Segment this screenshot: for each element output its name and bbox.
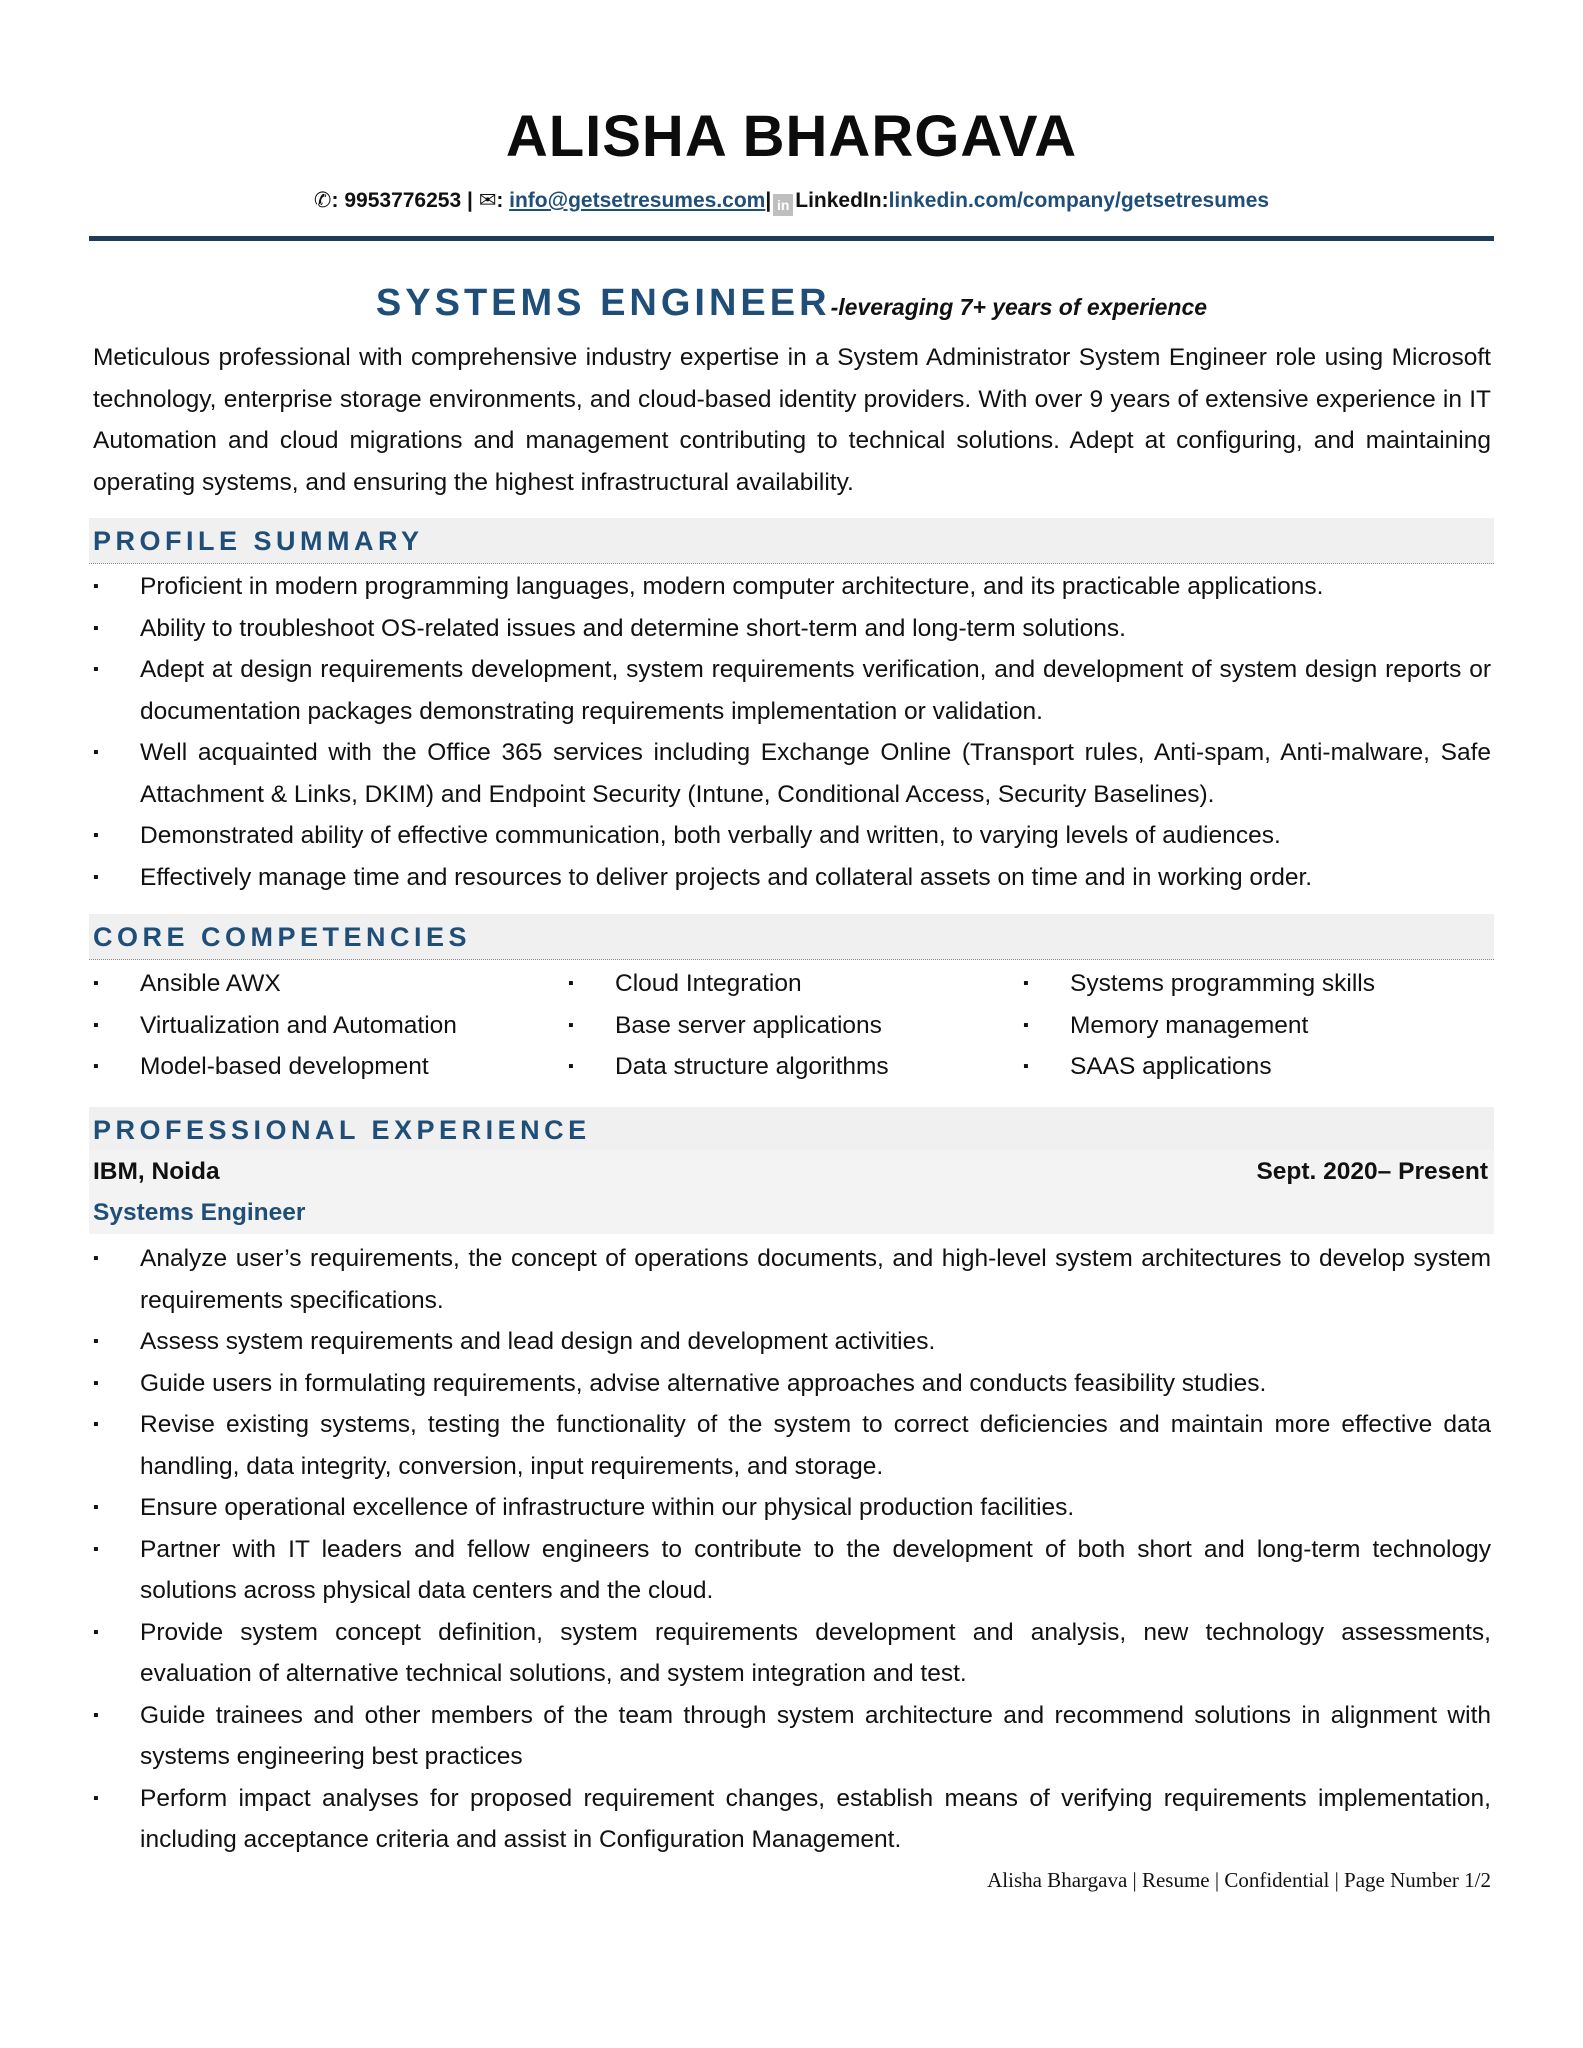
competency-column-3 — [1023, 963, 1375, 1088]
bullet-icon: ▪ — [93, 1623, 99, 1641]
phone-icon: ✆ — [313, 189, 332, 212]
competency-column-1 — [93, 963, 457, 1088]
bullet-icon: ▪ — [93, 661, 99, 678]
bullet-icon: ▪ — [568, 1016, 574, 1034]
profile-summary-list — [93, 566, 1491, 898]
list-item: ▪ Well acquainted with the Office 365 services including Exchange Online (Transport rules, Anti-spam, Anti-malware, Safe Attachment & Links, DKIM) and Endpoint Security (Intune, Conditional Access, Security Baselines). — [93, 732, 1491, 815]
bullet-icon: ▪ — [568, 1058, 574, 1075]
contact-separator: | — [765, 189, 772, 212]
list-item: ▪ Revise existing systems, testing the functionality of the system to correct deficiencies and maintain more effective data handling, data integrity, conversion, input requirements, and storage. — [93, 1404, 1491, 1487]
headline — [0, 282, 1583, 325]
competency-column-2 — [568, 963, 889, 1088]
list-item: ▪ Effectively manage time and resources to deliver projects and collateral assets on time and in working order. — [93, 857, 1491, 899]
bullet-icon: ▪ — [93, 975, 99, 992]
candidate-name: ALISHA BHARGAVA — [505, 104, 1078, 169]
bullet-icon: ▪ — [93, 827, 99, 844]
list-item: ▪ Data structure algorithms — [568, 1046, 889, 1088]
list-item: ▪ Cloud Integration — [568, 963, 889, 1005]
experience-tagline: -leveraging 7+ years of experience — [830, 294, 1208, 320]
header-divider — [89, 236, 1494, 241]
section-header-profile-summary — [89, 518, 1494, 564]
list-item: ▪ Assess system requirements and lead design and development activities. — [93, 1321, 1491, 1363]
employment-dates: Sept. 2020– Present — [1256, 1158, 1488, 1185]
section-header-core-competencies — [89, 914, 1494, 960]
list-item: ▪ Base server applications — [568, 1005, 889, 1047]
section-title: CORE COMPETENCIES — [93, 922, 472, 952]
bullet-icon: ▪ — [93, 1250, 99, 1267]
page-footer: Alisha Bhargava | Resume | Confidential | Page Number 1/2 — [987, 1868, 1491, 1892]
summary-paragraph: Meticulous professional with comprehensive industry expertise in a System Administrator System Engineer role using Microsoft technology, enterprise storage environments, and cloud-based identity providers. With over 9 years of extensive experience in IT Automation and cloud migrations and management contributing to technical solutions. Adept at configuring, and maintaining operating systems, and ensuring the highest infrastructural availability. — [93, 344, 1491, 496]
bullet-icon: ▪ — [93, 1540, 99, 1558]
list-item: ▪ Provide system concept definition, system requirements development and analysis, new technology assessments, evaluation of alternative technical solutions, and system integration and test. — [93, 1612, 1491, 1695]
bullet-icon: ▪ — [93, 1058, 99, 1075]
bullet-icon: ▪ — [93, 744, 99, 761]
bullet-icon: ▪ — [93, 578, 99, 595]
list-item: ▪ Ensure operational excellence of infrastructure within our physical production facilities. — [93, 1487, 1491, 1529]
envelope-icon: ✉ — [478, 189, 497, 212]
bullet-icon: ▪ — [93, 1789, 99, 1807]
bullet-icon: ▪ — [1023, 1016, 1029, 1034]
company-name: IBM, Noida — [93, 1158, 220, 1185]
job-role: Systems Engineer — [93, 1199, 306, 1226]
bullet-icon: ▪ — [93, 868, 99, 886]
list-item: ▪ Perform impact analyses for proposed requirement changes, establish means of verifying requirements implementation, including acceptance criteria and assist in Configuration Management. — [93, 1778, 1491, 1861]
section-title: PROFESSIONAL EXPERIENCE — [93, 1115, 591, 1145]
bullet-icon: ▪ — [568, 975, 574, 992]
list-item: ▪ Ansible AWX — [93, 963, 457, 1005]
bullet-icon: ▪ — [93, 1333, 99, 1350]
list-item: ▪ Proficient in modern programming languages, modern computer architecture, and its practicable applications. — [93, 566, 1491, 608]
linkedin-icon: in — [773, 194, 793, 216]
list-item: ▪ Virtualization and Automation — [93, 1005, 457, 1047]
section-title: PROFILE SUMMARY — [93, 526, 424, 556]
experience-list — [93, 1238, 1491, 1861]
phone-number: : 9953776253 | — [331, 189, 479, 212]
bullet-icon: ▪ — [93, 619, 99, 637]
list-item: ▪ Adept at design requirements development, system requirements verification, and development of system design reports or documentation packages demonstrating requirements implementation or validation. — [93, 649, 1491, 732]
list-item: ▪ Analyze user’s requirements, the concept of operations documents, and high-level system architectures to develop system requirements specifications. — [93, 1238, 1491, 1321]
list-item: ▪ Partner with IT leaders and fellow engineers to contribute to the development of both short and long-term technology solutions across physical data centers and the cloud. — [93, 1529, 1491, 1612]
email-link[interactable]: info@getsetresumes.com — [509, 189, 766, 212]
bullet-icon: ▪ — [93, 1706, 99, 1724]
email-label: : — [496, 189, 510, 212]
bullet-icon: ▪ — [93, 1016, 99, 1034]
list-item: ▪ Guide trainees and other members of the team through system architecture and recommend solutions in alignment with systems engineering best practices — [93, 1695, 1491, 1778]
bullet-icon: ▪ — [1023, 1058, 1029, 1075]
list-item: ▪ SAAS applications — [1023, 1046, 1375, 1088]
list-item: ▪ Systems programming skills — [1023, 963, 1375, 1005]
contact-line — [0, 186, 1583, 216]
linkedin-link[interactable]: linkedin.com/company/getsetresumes — [888, 189, 1270, 212]
bullet-icon: ▪ — [93, 1499, 99, 1516]
bullet-icon: ▪ — [93, 1416, 99, 1433]
linkedin-label: LinkedIn: — [795, 189, 889, 212]
bullet-icon: ▪ — [1023, 975, 1029, 992]
job-title: SYSTEMS ENGINEER — [375, 282, 831, 324]
bullet-icon: ▪ — [93, 1374, 99, 1392]
list-item: ▪ Model-based development — [93, 1046, 457, 1088]
section-header-professional-experience — [89, 1107, 1494, 1153]
list-item: ▪ Guide users in formulating requirements, advise alternative approaches and conducts feasibility studies. — [93, 1363, 1491, 1405]
list-item: ▪ Ability to troubleshoot OS-related issues and determine short-term and long-term solutions. — [93, 608, 1491, 650]
list-item: ▪ Memory management — [1023, 1005, 1375, 1047]
list-item: ▪ Demonstrated ability of effective communication, both verbally and written, to varying levels of audiences. — [93, 815, 1491, 857]
